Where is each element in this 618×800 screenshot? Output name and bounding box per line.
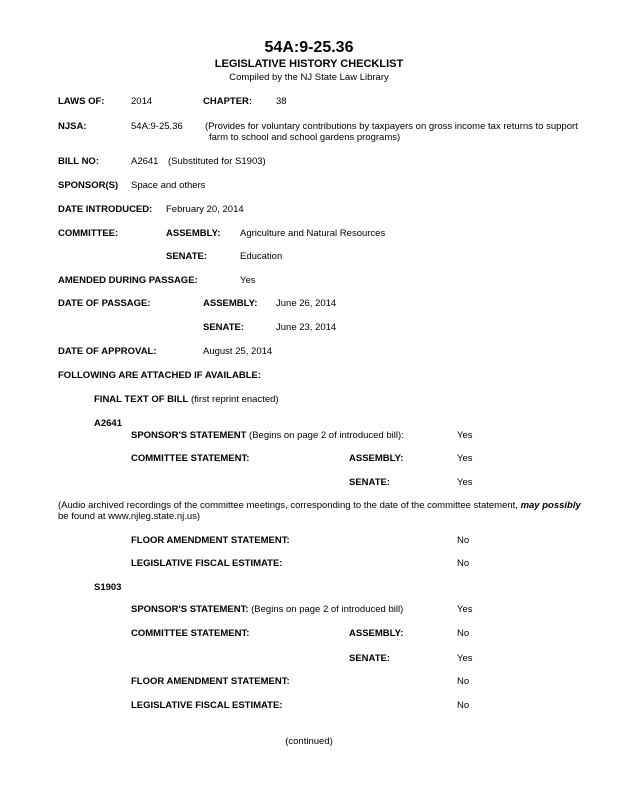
final-text-label: FINAL TEXT OF BILL [94,394,189,405]
chapter-value: 38 [276,96,287,107]
njsa-value: 54A:9-25.36 [131,121,183,132]
njsa-label: NJSA: [58,121,87,132]
date-introduced-label: DATE INTRODUCED: [58,204,153,215]
approval-label: DATE OF APPROVAL: [58,346,157,357]
audio-note-text: (Audio archived recordings of the committee meetings, corresponding to the date of the committee statement, [58,500,518,511]
a2641-fiscal-value: No [457,558,470,569]
a2641-senate-label: SENATE: [349,477,390,488]
page-title: 54A:9-25.36 [264,39,354,56]
attached-heading: FOLLOWING ARE ATTACHED IF AVAILABLE: [58,370,261,381]
a2641-sponsor-row [131,430,404,441]
s1903-fiscal-label: LEGISLATIVE FISCAL ESTIMATE: [131,700,283,711]
a2641-sponsor-label: SPONSOR'S STATEMENT [131,430,247,441]
committee-senate-value: Education [240,251,283,262]
audio-note-emphasis: may possibly [520,500,581,511]
a2641-fiscal-label: LEGISLATIVE FISCAL ESTIMATE: [131,558,283,569]
a2641-committee-label: COMMITTEE STATEMENT: [131,453,250,464]
s1903-sponsor-value: Yes [457,604,473,615]
passage-label: DATE OF PASSAGE: [58,298,151,309]
date-introduced-value: February 20, 2014 [166,204,244,215]
s1903-floor-value: No [457,676,470,687]
s1903-sponsor-label: SPONSOR'S STATEMENT: [131,604,249,615]
committee-label: COMMITTEE: [58,228,119,239]
committee-senate-label: SENATE: [166,251,207,262]
audio-note-line2: be found at www.njleg.state.nj.us) [58,511,201,522]
sponsor-label: SPONSOR(S) [58,180,119,191]
s1903-fiscal-value: No [457,700,470,711]
approval-value: August 25, 2014 [203,346,273,357]
s1903-assembly-label: ASSEMBLY: [349,628,404,639]
final-text-note: (first reprint enacted) [190,394,279,405]
checklist-title: LEGISLATIVE HISTORY CHECKLIST [214,58,404,70]
continued-note: (continued) [285,736,333,747]
s1903-assembly-value: No [457,628,470,639]
s1903-heading: S1903 [94,582,122,593]
njsa-description-line1: (Provides for voluntary contributions by taxpayers on gross income tax returns to support [205,121,578,132]
amended-value: Yes [240,275,256,286]
committee-assembly-value: Agriculture and Natural Resources [240,228,386,239]
a2641-assembly-label: ASSEMBLY: [349,453,404,464]
s1903-senate-value: Yes [457,653,473,664]
s1903-senate-label: SENATE: [349,653,390,664]
passage-assembly-label: ASSEMBLY: [203,298,258,309]
bill-no-value: A2641 [131,156,159,167]
s1903-sponsor-row [131,604,403,615]
bill-no-label: BILL NO: [58,156,99,167]
laws-of-value: 2014 [131,96,153,107]
amended-label: AMENDED DURING PASSAGE: [58,275,198,286]
a2641-floor-label: FLOOR AMENDMENT STATEMENT: [131,535,290,546]
a2641-floor-value: No [457,535,470,546]
laws-of-label: LAWS OF: [58,96,105,107]
compiled-by: Compiled by the NJ State Law Library [229,72,389,83]
sponsor-value: Space and others [131,180,206,191]
chapter-label: CHAPTER: [203,96,253,107]
s1903-committee-label: COMMITTEE STATEMENT: [131,628,250,639]
final-text-row [94,394,279,405]
s1903-sponsor-note: (Begins on page 2 of introduced bill) [251,604,404,615]
passage-assembly-value: June 26, 2014 [276,298,337,309]
committee-assembly-label: ASSEMBLY: [166,228,221,239]
s1903-floor-label: FLOOR AMENDMENT STATEMENT: [131,676,290,687]
audio-note-line1 [58,500,581,511]
a2641-senate-value: Yes [457,477,473,488]
njsa-description-line2: farm to school and school gardens programs) [209,132,401,143]
bill-no-note: (Substituted for S1903) [168,156,266,167]
passage-senate-label: SENATE: [203,322,244,333]
passage-senate-value: June 23, 2014 [276,322,337,333]
a2641-assembly-value: Yes [457,453,473,464]
a2641-sponsor-value: Yes [457,430,473,441]
a2641-heading: A2641 [94,418,122,429]
a2641-sponsor-note: (Begins on page 2 of introduced bill): [249,430,404,441]
